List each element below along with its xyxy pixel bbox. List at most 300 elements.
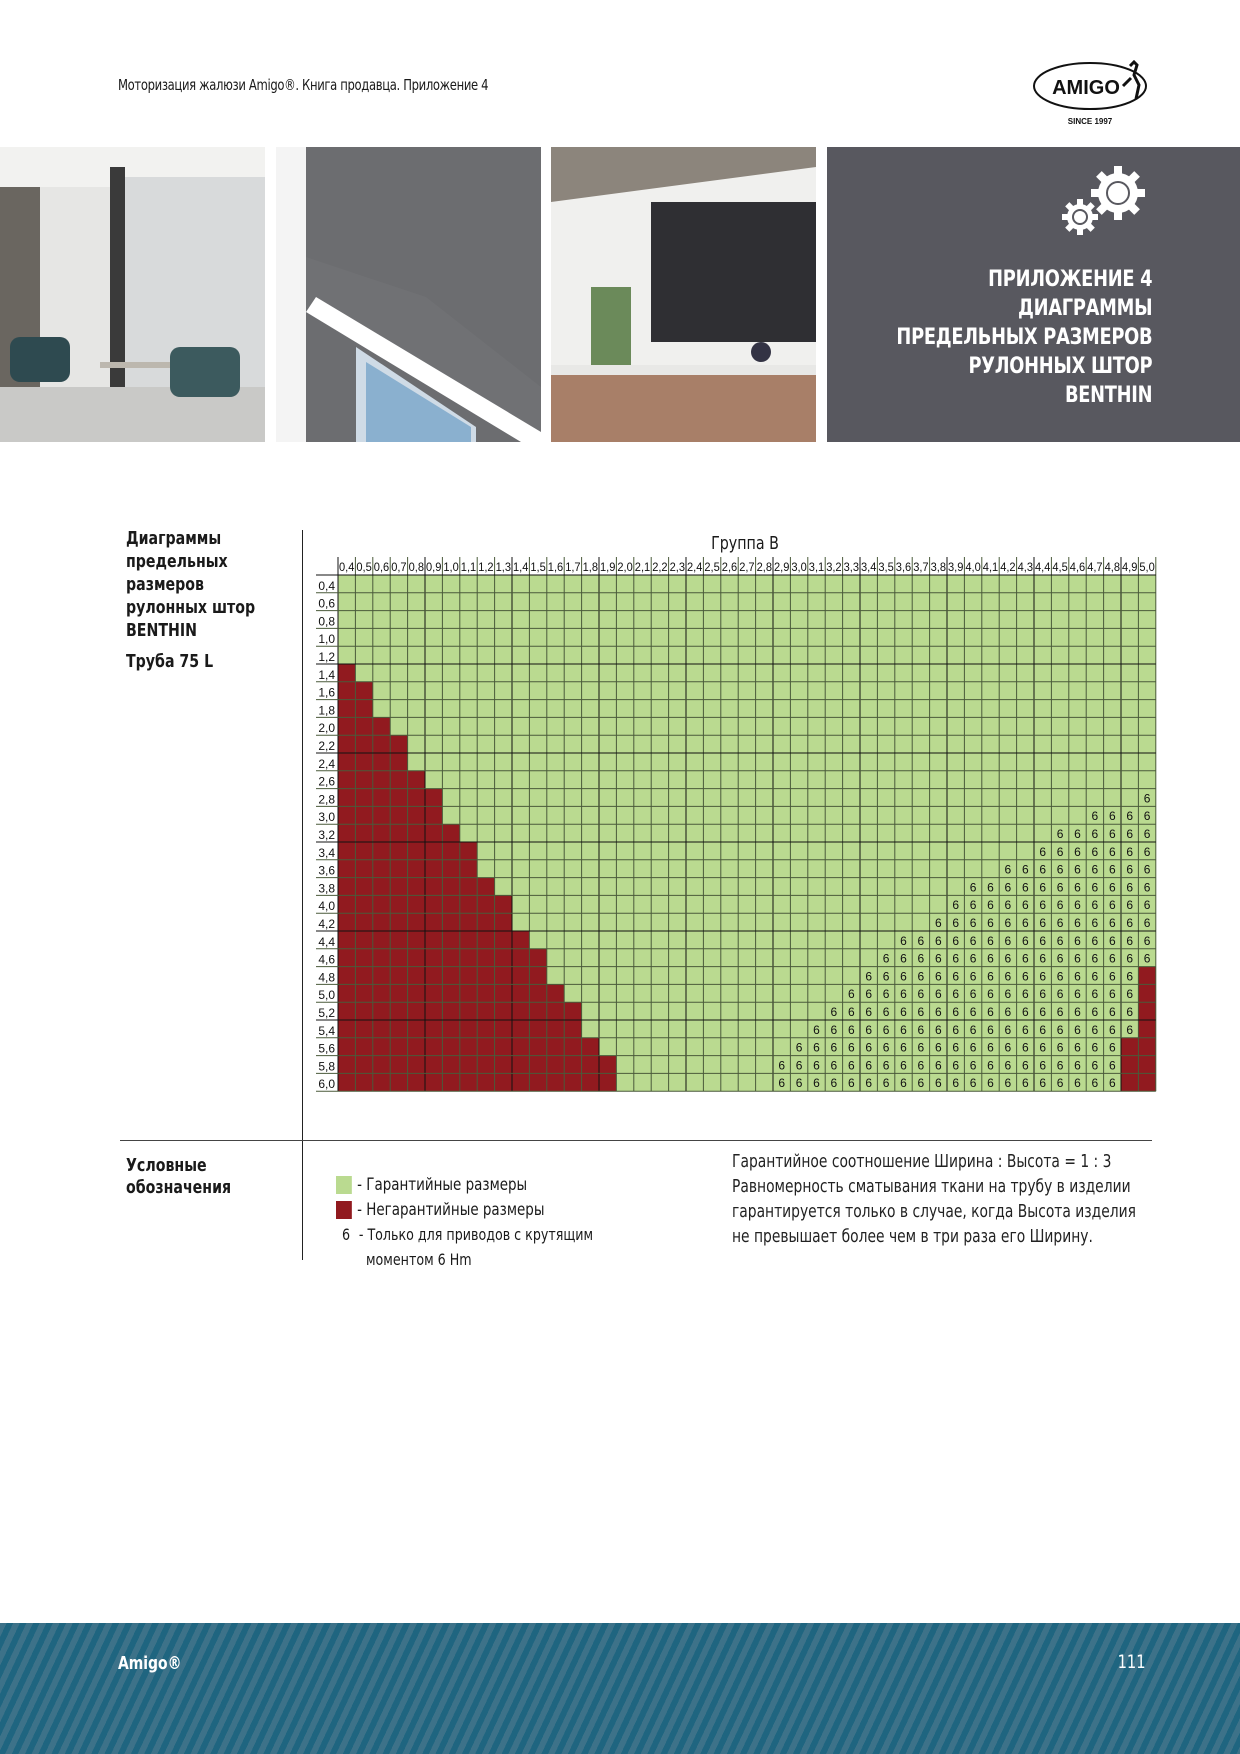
cell-6nm-label: 6	[1143, 809, 1151, 824]
cell-6nm-label: 6	[1091, 844, 1099, 859]
cell-guaranteed	[616, 628, 633, 646]
cell-not-guaranteed	[425, 984, 442, 1002]
cell-guaranteed	[982, 735, 999, 753]
cell-guaranteed	[616, 842, 633, 860]
cell-guaranteed	[355, 664, 372, 682]
cell-6nm-label: 6	[1021, 969, 1029, 984]
cell-guaranteed	[773, 1020, 790, 1038]
cell-guaranteed	[512, 682, 529, 700]
cell-not-guaranteed	[338, 1002, 355, 1020]
cell-guaranteed	[860, 628, 877, 646]
cell-6nm-label: 6	[917, 1076, 925, 1091]
cell-guaranteed	[756, 878, 773, 896]
cell-guaranteed	[790, 878, 807, 896]
width-tick-label: 1,2	[478, 560, 494, 574]
note-line: не превышает более чем в три раза его Ширину.	[732, 1227, 1093, 1247]
cell-guaranteed	[860, 789, 877, 807]
cell-6nm-label: 6	[934, 1076, 942, 1091]
cell-guaranteed	[616, 700, 633, 718]
cell-guaranteed	[634, 824, 651, 842]
cell-guaranteed	[1121, 771, 1138, 789]
width-tick-label: 1,0	[443, 560, 460, 574]
cell-not-guaranteed	[408, 1038, 425, 1056]
cell-guaranteed	[477, 628, 494, 646]
cell-guaranteed	[895, 717, 912, 735]
cell-guaranteed	[790, 806, 807, 824]
cell-6nm-label: 6	[900, 1022, 907, 1037]
cell-guaranteed	[616, 753, 633, 771]
cell-guaranteed	[895, 753, 912, 771]
cell-guaranteed	[669, 575, 686, 593]
cell-guaranteed	[1034, 789, 1051, 807]
cell-not-guaranteed	[495, 1073, 512, 1091]
cell-not-guaranteed	[477, 984, 494, 1002]
cell-guaranteed	[825, 717, 842, 735]
cell-guaranteed	[460, 700, 477, 718]
cell-not-guaranteed	[477, 895, 494, 913]
cell-guaranteed	[790, 646, 807, 664]
cell-guaranteed	[947, 593, 964, 611]
cell-not-guaranteed	[408, 824, 425, 842]
cell-guaranteed	[738, 806, 755, 824]
section-heading-line: Диаграммы	[126, 529, 222, 549]
cell-guaranteed	[1017, 753, 1034, 771]
cell-guaranteed	[756, 1002, 773, 1020]
cell-not-guaranteed	[1138, 1073, 1155, 1091]
cell-guaranteed	[703, 753, 720, 771]
cell-guaranteed	[616, 878, 633, 896]
cell-not-guaranteed	[495, 949, 512, 967]
cell-guaranteed	[756, 717, 773, 735]
cell-guaranteed	[495, 682, 512, 700]
cell-guaranteed	[529, 735, 546, 753]
cell-guaranteed	[930, 646, 947, 664]
cell-guaranteed	[564, 735, 581, 753]
cell-not-guaranteed	[460, 878, 477, 896]
cell-guaranteed	[877, 806, 894, 824]
cell-6nm-label: 6	[1108, 987, 1116, 1002]
cell-guaranteed	[1034, 824, 1051, 842]
cell-guaranteed	[564, 895, 581, 913]
cell-guaranteed	[930, 593, 947, 611]
cell-guaranteed	[1069, 646, 1086, 664]
cell-guaranteed	[860, 878, 877, 896]
cell-guaranteed	[495, 735, 512, 753]
cell-not-guaranteed	[390, 949, 407, 967]
cell-guaranteed	[756, 895, 773, 913]
cell-not-guaranteed	[547, 1056, 564, 1074]
cell-guaranteed	[703, 1073, 720, 1091]
cell-not-guaranteed	[460, 1056, 477, 1074]
cell-guaranteed	[756, 913, 773, 931]
cell-6nm-label: 6	[882, 969, 890, 984]
cell-not-guaranteed	[355, 984, 372, 1002]
cell-guaranteed	[616, 824, 633, 842]
cell-6nm-label: 6	[1074, 1076, 1081, 1091]
cell-not-guaranteed	[338, 806, 355, 824]
cell-guaranteed	[756, 842, 773, 860]
cell-not-guaranteed	[442, 1020, 459, 1038]
cell-not-guaranteed	[373, 824, 390, 842]
cell-guaranteed	[529, 717, 546, 735]
cell-not-guaranteed	[355, 753, 372, 771]
cell-6nm-label: 6	[1056, 1005, 1064, 1019]
cell-guaranteed	[930, 700, 947, 718]
cell-guaranteed	[756, 682, 773, 700]
cell-guaranteed	[738, 895, 755, 913]
cell-not-guaranteed	[1138, 1038, 1155, 1056]
cell-guaranteed	[651, 1002, 668, 1020]
cell-guaranteed	[1121, 593, 1138, 611]
cell-guaranteed	[843, 949, 860, 967]
cell-6nm-label: 6	[795, 1076, 803, 1091]
cell-6nm-label: 6	[1039, 987, 1047, 1002]
cell-not-guaranteed	[390, 806, 407, 824]
cell-6nm-label: 6	[1126, 969, 1134, 984]
cell-guaranteed	[721, 664, 738, 682]
width-tick-label: 4,9	[1122, 560, 1138, 574]
cell-guaranteed	[947, 735, 964, 753]
cell-guaranteed	[634, 575, 651, 593]
cell-guaranteed	[947, 824, 964, 842]
cell-6nm-label: 6	[969, 1005, 977, 1019]
cell-guaranteed	[703, 735, 720, 753]
cell-guaranteed	[651, 575, 668, 593]
cell-6nm-label: 6	[969, 880, 977, 895]
cell-guaranteed	[1104, 575, 1121, 593]
cell-guaranteed	[651, 1038, 668, 1056]
cell-guaranteed	[790, 575, 807, 593]
cell-guaranteed	[843, 789, 860, 807]
cell-6nm-label: 6	[934, 987, 942, 1002]
cell-guaranteed	[547, 611, 564, 629]
cell-6nm-label: 6	[847, 1058, 855, 1073]
cell-6nm-label: 6	[934, 916, 942, 930]
cell-guaranteed	[930, 682, 947, 700]
cell-guaranteed	[547, 860, 564, 878]
cell-guaranteed	[686, 1020, 703, 1038]
cell-guaranteed	[930, 753, 947, 771]
cell-6nm-label: 6	[900, 1005, 907, 1019]
cell-guaranteed	[338, 611, 355, 629]
cell-guaranteed	[599, 806, 616, 824]
cell-guaranteed	[895, 735, 912, 753]
width-tick-label: 4,1	[982, 560, 999, 574]
cell-guaranteed	[825, 735, 842, 753]
cell-guaranteed	[408, 753, 425, 771]
cell-guaranteed	[790, 628, 807, 646]
cell-guaranteed	[408, 593, 425, 611]
cell-guaranteed	[1034, 593, 1051, 611]
cell-guaranteed	[1017, 593, 1034, 611]
cell-not-guaranteed	[512, 1056, 529, 1074]
cell-guaranteed	[738, 700, 755, 718]
cell-guaranteed	[477, 664, 494, 682]
cell-guaranteed	[843, 753, 860, 771]
cell-6nm-label: 6	[1108, 1005, 1116, 1019]
cell-not-guaranteed	[512, 1073, 529, 1091]
cell-guaranteed	[703, 575, 720, 593]
cell-guaranteed	[599, 646, 616, 664]
cell-not-guaranteed	[390, 860, 407, 878]
cell-guaranteed	[947, 700, 964, 718]
cell-guaranteed	[512, 895, 529, 913]
cell-not-guaranteed	[338, 949, 355, 967]
cell-6nm-label: 6	[987, 880, 994, 895]
width-tick-label: 2,6	[721, 560, 738, 574]
cell-guaranteed	[703, 771, 720, 789]
cell-6nm-label: 6	[969, 916, 977, 930]
cell-guaranteed	[982, 806, 999, 824]
cell-guaranteed	[808, 593, 825, 611]
cell-guaranteed	[616, 735, 633, 753]
cell-6nm-label: 6	[952, 933, 960, 948]
six-symbol: 6	[342, 1225, 351, 1244]
cell-6nm-label: 6	[1108, 916, 1116, 930]
cell-not-guaranteed	[495, 967, 512, 985]
cell-guaranteed	[512, 700, 529, 718]
cell-not-guaranteed	[408, 949, 425, 967]
cell-6nm-label: 6	[987, 916, 994, 930]
cell-guaranteed	[947, 771, 964, 789]
cell-guaranteed	[790, 789, 807, 807]
cell-guaranteed	[1017, 789, 1034, 807]
cell-guaranteed	[773, 664, 790, 682]
cell-not-guaranteed	[1121, 1056, 1138, 1074]
cell-6nm-label: 6	[1074, 987, 1081, 1002]
cell-6nm-label: 6	[987, 1076, 994, 1091]
cell-not-guaranteed	[390, 931, 407, 949]
cell-guaranteed	[686, 611, 703, 629]
cell-not-guaranteed	[355, 1020, 372, 1038]
cell-guaranteed	[616, 949, 633, 967]
cell-guaranteed	[651, 949, 668, 967]
cell-6nm-label: 6	[1108, 880, 1116, 895]
width-tick-label: 2,2	[652, 560, 668, 574]
cell-guaranteed	[1086, 664, 1103, 682]
cell-guaranteed	[547, 628, 564, 646]
cell-guaranteed	[512, 611, 529, 629]
cell-6nm-label: 6	[1021, 862, 1029, 877]
cell-guaranteed	[1051, 717, 1068, 735]
cell-not-guaranteed	[373, 895, 390, 913]
cell-guaranteed	[390, 717, 407, 735]
cell-guaranteed	[773, 789, 790, 807]
cell-guaranteed	[721, 931, 738, 949]
cell-guaranteed	[947, 717, 964, 735]
cell-guaranteed	[860, 771, 877, 789]
width-tick-label: 3,4	[861, 560, 877, 574]
cell-6nm-label: 6	[1143, 844, 1151, 859]
cell-guaranteed	[547, 949, 564, 967]
cell-6nm-label: 6	[952, 1076, 960, 1091]
cell-guaranteed	[808, 931, 825, 949]
cell-guaranteed	[843, 682, 860, 700]
cell-guaranteed	[1034, 664, 1051, 682]
cell-guaranteed	[686, 575, 703, 593]
cell-guaranteed	[582, 593, 599, 611]
cell-guaranteed	[703, 700, 720, 718]
cell-6nm-label: 6	[900, 1058, 907, 1073]
cell-6nm-label: 6	[1143, 862, 1151, 877]
cell-guaranteed	[582, 984, 599, 1002]
footer-brand: Amigo®	[118, 1653, 182, 1674]
cell-6nm-label: 6	[1004, 1076, 1012, 1091]
cell-guaranteed	[790, 735, 807, 753]
cell-guaranteed	[912, 806, 929, 824]
cell-6nm-label: 6	[987, 1058, 994, 1073]
cell-6nm-label: 6	[830, 1058, 838, 1073]
cell-guaranteed	[634, 1056, 651, 1074]
cell-not-guaranteed	[425, 967, 442, 985]
cell-not-guaranteed	[338, 895, 355, 913]
cell-guaranteed	[773, 735, 790, 753]
cell-guaranteed	[860, 682, 877, 700]
cell-guaranteed	[564, 682, 581, 700]
cell-guaranteed	[1104, 664, 1121, 682]
cell-guaranteed	[1121, 682, 1138, 700]
cell-guaranteed	[964, 824, 981, 842]
cell-guaranteed	[669, 984, 686, 1002]
width-tick-label: 4,8	[1104, 560, 1121, 574]
cell-not-guaranteed	[460, 931, 477, 949]
cell-6nm-label: 6	[987, 951, 994, 966]
cell-guaranteed	[669, 700, 686, 718]
cell-6nm-label: 6	[952, 916, 960, 930]
cell-6nm-label: 6	[1126, 1005, 1134, 1019]
cell-not-guaranteed	[477, 913, 494, 931]
cell-not-guaranteed	[390, 1073, 407, 1091]
cell-guaranteed	[1086, 789, 1103, 807]
cell-not-guaranteed	[460, 1002, 477, 1020]
cell-not-guaranteed	[355, 895, 372, 913]
cell-not-guaranteed	[512, 931, 529, 949]
cell-6nm-label: 6	[1021, 987, 1029, 1002]
cell-not-guaranteed	[460, 984, 477, 1002]
cell-guaranteed	[825, 895, 842, 913]
cell-guaranteed	[355, 593, 372, 611]
height-tick-label: 5,4	[318, 1023, 335, 1038]
cell-not-guaranteed	[460, 949, 477, 967]
cell-guaranteed	[756, 806, 773, 824]
cell-guaranteed	[703, 967, 720, 985]
cell-guaranteed	[669, 1002, 686, 1020]
cell-guaranteed	[651, 967, 668, 985]
cell-not-guaranteed	[355, 700, 372, 718]
cell-6nm-label: 6	[934, 1005, 942, 1019]
cell-6nm-label: 6	[1004, 1058, 1012, 1073]
height-tick-label: 4,4	[318, 934, 335, 949]
width-tick-label: 1,9	[600, 560, 616, 574]
cell-not-guaranteed	[477, 931, 494, 949]
cell-not-guaranteed	[442, 949, 459, 967]
cell-guaranteed	[1104, 700, 1121, 718]
cell-guaranteed	[582, 806, 599, 824]
cell-not-guaranteed	[582, 1056, 599, 1074]
cell-not-guaranteed	[390, 1002, 407, 1020]
cell-guaranteed	[773, 575, 790, 593]
cell-guaranteed	[773, 949, 790, 967]
cell-guaranteed	[912, 789, 929, 807]
height-tick-label: 1,4	[318, 667, 335, 682]
cell-guaranteed	[756, 824, 773, 842]
cell-guaranteed	[599, 664, 616, 682]
cell-guaranteed	[912, 895, 929, 913]
cell-guaranteed	[477, 700, 494, 718]
cell-not-guaranteed	[338, 860, 355, 878]
cell-not-guaranteed	[460, 860, 477, 878]
cell-guaranteed	[895, 611, 912, 629]
cell-guaranteed	[808, 682, 825, 700]
cell-not-guaranteed	[373, 984, 390, 1002]
cell-guaranteed	[599, 931, 616, 949]
cell-guaranteed	[721, 593, 738, 611]
cell-6nm-label: 6	[1039, 898, 1047, 913]
cell-6nm-label: 6	[1143, 916, 1151, 930]
cell-guaranteed	[930, 575, 947, 593]
cell-6nm-label: 6	[847, 987, 855, 1002]
cell-not-guaranteed	[425, 913, 442, 931]
cell-guaranteed	[425, 717, 442, 735]
cell-guaranteed	[529, 824, 546, 842]
cell-guaranteed	[425, 753, 442, 771]
cell-guaranteed	[408, 646, 425, 664]
cell-guaranteed	[756, 593, 773, 611]
cell-guaranteed	[616, 664, 633, 682]
cell-guaranteed	[947, 611, 964, 629]
cell-guaranteed	[721, 949, 738, 967]
cell-guaranteed	[843, 967, 860, 985]
cell-not-guaranteed	[477, 878, 494, 896]
cell-guaranteed	[999, 753, 1016, 771]
cell-6nm-label: 6	[1108, 809, 1116, 824]
cell-guaranteed	[651, 860, 668, 878]
cell-guaranteed	[651, 717, 668, 735]
cell-guaranteed	[1138, 682, 1155, 700]
cell-guaranteed	[564, 806, 581, 824]
width-tick-label: 4,0	[965, 560, 982, 574]
cell-guaranteed	[1104, 753, 1121, 771]
cell-guaranteed	[390, 611, 407, 629]
cell-guaranteed	[1051, 735, 1068, 753]
cell-guaranteed	[616, 1056, 633, 1074]
cell-guaranteed	[686, 771, 703, 789]
cell-6nm-label: 6	[865, 987, 873, 1002]
cell-guaranteed	[1069, 575, 1086, 593]
cell-guaranteed	[529, 771, 546, 789]
cell-guaranteed	[738, 664, 755, 682]
cell-guaranteed	[738, 842, 755, 860]
cell-guaranteed	[773, 878, 790, 896]
cell-guaranteed	[877, 878, 894, 896]
cell-guaranteed	[790, 860, 807, 878]
width-tick-label: 2,4	[687, 560, 703, 574]
cell-6nm-label: 6	[1004, 987, 1012, 1002]
cell-guaranteed	[425, 628, 442, 646]
cell-guaranteed	[599, 967, 616, 985]
cell-guaranteed	[790, 1002, 807, 1020]
cell-guaranteed	[408, 611, 425, 629]
cell-guaranteed	[756, 664, 773, 682]
cell-guaranteed	[460, 753, 477, 771]
cell-guaranteed	[912, 735, 929, 753]
cell-guaranteed	[825, 984, 842, 1002]
width-tick-label: 1,4	[513, 560, 529, 574]
cell-not-guaranteed	[408, 878, 425, 896]
cell-guaranteed	[686, 931, 703, 949]
cell-guaranteed	[1104, 593, 1121, 611]
cell-guaranteed	[1017, 664, 1034, 682]
